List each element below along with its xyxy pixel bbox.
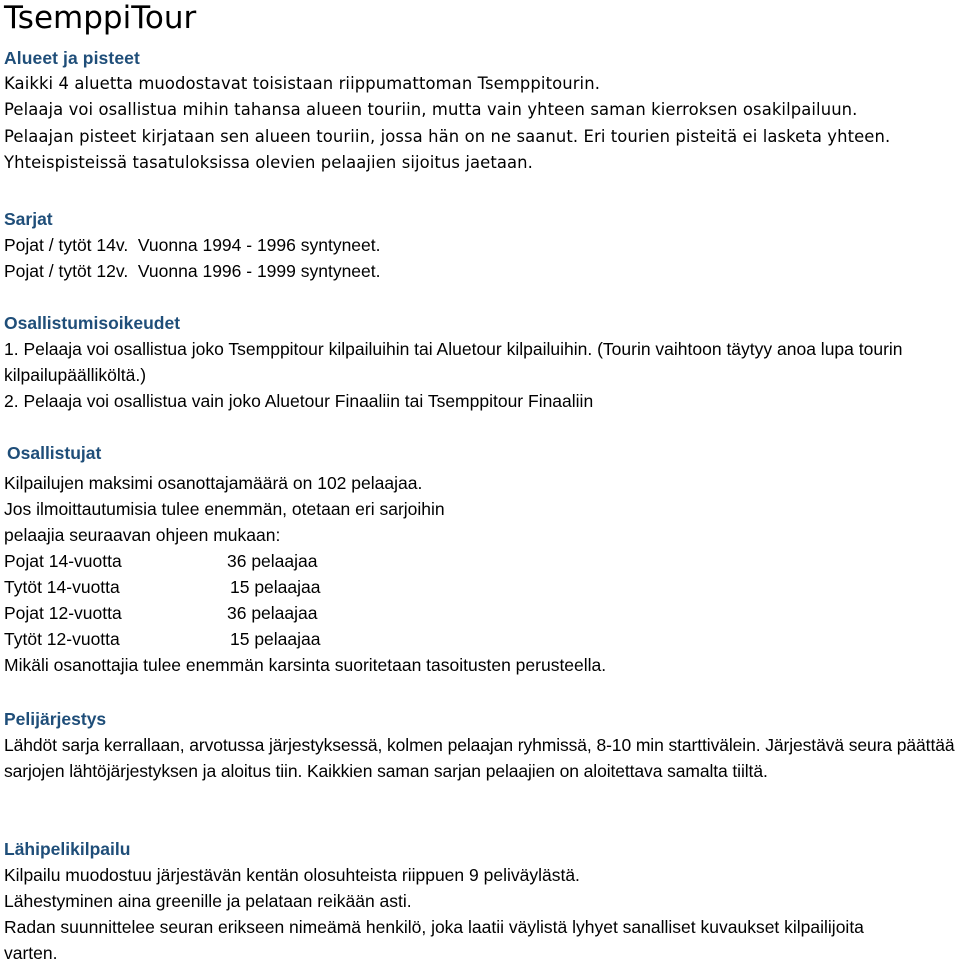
sarjat-line-1: Pojat / tytöt 14v. Vuonna 1994 - 1996 syntyneet.: [4, 235, 381, 255]
section-pelijarjestys: [4, 706, 958, 784]
osallistujat-intro-2: Jos ilmoittautumisia tulee enemmän, otetaan eri sarjoihin: [4, 499, 445, 519]
alueet-line-1: Kaikki 4 aluetta muodostavat toisistaan riippumattoman Tsemppitourin.: [4, 74, 601, 93]
osallistujat-intro-1: Kilpailujen maksimi osanottajamäärä on 102 pelaajaa.: [4, 473, 423, 493]
allocation-row: [4, 548, 958, 574]
section-heading-alueet: Alueet ja pisteet: [4, 48, 140, 68]
section-sarjat: [4, 206, 958, 284]
allocation-row: [4, 574, 958, 600]
section-osallistumisoikeudet: [4, 310, 958, 414]
allocation-count: 15 pelaajaa: [230, 577, 321, 597]
pelijarjestys-text: Lähdöt sarja kerrallaan, arvotussa järjestyksessä, kolmen pelaajan ryhmissä, 8-10 min starttivälein. Järjestävä seura päättää sarjojen lähtöjärjestyksen ja aloitus tiin. Kaikkien saman sarjan pelaajien on aloitettava samalta tiiltä.: [4, 735, 955, 781]
lahipelikilpailu-line-1: Kilpailu muodostuu järjestävän kentän olosuhteista riippuen 9 peliväylästä.: [4, 865, 580, 885]
allocation-group: Pojat 12-vuotta: [4, 603, 122, 623]
osallistujat-intro-3: pelaajia seuraavan ohjeen mukaan:: [4, 525, 281, 545]
allocation-count: 15 pelaajaa: [230, 629, 321, 649]
section-heading-pelijarjestys: Pelijärjestys: [4, 709, 107, 729]
section-heading-osallistumisoikeudet: Osallistumisoikeudet: [4, 313, 181, 333]
osallistumisoikeudet-item-2: 2. Pelaaja voi osallistua vain joko Aluetour Finaaliin tai Tsemppitour Finaaliin: [4, 391, 594, 411]
page-title: TsemppiTour: [4, 0, 197, 36]
lahipelikilpailu-line-2: Lähestyminen aina greenille ja pelataan reikään asti.: [4, 891, 412, 911]
allocation-count: 36 pelaajaa: [227, 603, 318, 623]
lahipelikilpailu-line-3: Radan suunnittelee seuran erikseen nimeämä henkilö, joka laatii väylistä lyhyet sanalliset kuvaukset kilpailijoita varten.: [4, 917, 864, 963]
section-osallistujat: [4, 440, 958, 678]
section-heading-osallistujat: Osallistujat: [7, 443, 102, 463]
alueet-line-4: Yhteispisteissä tasatuloksissa olevien pelaajien sijoitus jaetaan.: [4, 152, 533, 172]
allocation-group: Tytöt 12-vuotta: [4, 629, 120, 649]
section-heading-lahipelikilpailu: Lähipelikilpailu: [4, 839, 131, 859]
osallistumisoikeudet-item-1: 1. Pelaaja voi osallistua joko Tsemppitour kilpailuihin tai Aluetour kilpailuihin. (Tourin vaihtoon täytyy anoa lupa tourin kilpailupäälliköltä.): [4, 339, 903, 385]
alueet-line-3: Pelaajan pisteet kirjataan sen alueen touriin, jossa hän on ne saanut. Eri tourien pisteitä ei lasketa yhteen.: [4, 126, 891, 146]
section-lahipelikilpailu: [4, 836, 958, 966]
allocation-count: 36 pelaajaa: [227, 551, 318, 571]
alueet-line-2: Pelaaja voi osallistua mihin tahansa alueen touriin, mutta vain yhteen saman kierroksen osakilpailuun.: [4, 100, 858, 120]
section-alueet: [4, 45, 958, 176]
osallistujat-outro: Mikäli osanottajia tulee enemmän karsinta suoritetaan tasoitusten perusteella.: [4, 655, 607, 675]
sarjat-line-2: Pojat / tytöt 12v. Vuonna 1996 - 1999 syntyneet.: [4, 261, 381, 281]
allocation-group: Tytöt 14-vuotta: [4, 577, 120, 597]
allocation-row: [4, 626, 958, 652]
section-heading-sarjat: Sarjat: [4, 209, 53, 229]
allocation-row: [4, 600, 958, 626]
allocation-group: Pojat 14-vuotta: [4, 551, 122, 571]
